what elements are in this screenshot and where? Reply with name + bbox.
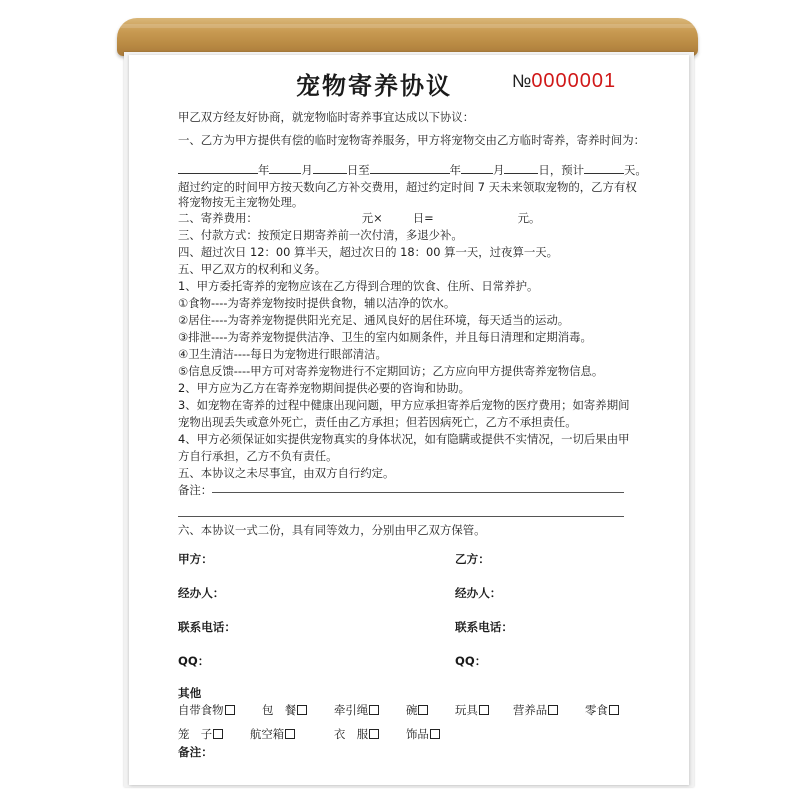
checkbox[interactable]: [213, 729, 223, 739]
checkbox-item[interactable]: 航空箱: [250, 726, 295, 742]
phone-a-label: 联系电话：: [178, 620, 236, 634]
right-4b: 方自行承担，乙方不负有责任。: [178, 449, 338, 463]
overtime-line-1: 超过约定的时间甲方按天数向乙方补交费用，超过约定时间 7 天未来领取宠物的，乙方有权: [178, 180, 637, 194]
checkbox[interactable]: [297, 705, 307, 715]
others-heading: 其他: [178, 686, 202, 700]
party-b-label: 乙方：: [455, 552, 490, 566]
fee-day: 日=: [412, 211, 434, 225]
right-1c: ③排泄----为寄养宠物提供洁净、卫生的室内如厕条件，并且每日清理和定期消毒。: [178, 330, 592, 344]
checkbox-item[interactable]: 营养品: [513, 702, 558, 718]
checkbox-item[interactable]: 牵引绳: [334, 702, 379, 718]
serial-value: 0000001: [531, 70, 617, 92]
checkbox-item[interactable]: 衣 服: [334, 726, 379, 742]
checkbox[interactable]: [430, 729, 440, 739]
serial-prefix: №: [512, 71, 532, 91]
checkbox[interactable]: [479, 705, 489, 715]
fee-unit: 元×: [361, 211, 383, 225]
date-year-2: 年: [449, 163, 462, 177]
party-a-label: 甲方：: [178, 552, 213, 566]
overtime-line-2: 将宠物按无主宠物处理。: [178, 195, 304, 209]
clause-1: 一、乙方为甲方提供有偿的临时宠物寄养服务，甲方将宠物交由乙方临时寄养，寄养时间为：: [178, 133, 646, 147]
clause-3: 三、付款方式：按预定日期寄养前一次付清，多退少补。: [178, 228, 463, 242]
clause-6: 六、本协议一式二份，具有同等效力，分别由甲乙双方保管。: [178, 523, 486, 537]
date-line: [178, 162, 647, 177]
clause-5: 五、甲乙双方的权利和义务。: [178, 262, 327, 276]
remark-underline-1: [212, 492, 624, 493]
checkbox[interactable]: [369, 705, 379, 715]
phone-b-label: 联系电话：: [455, 620, 513, 634]
date-day-est: 日，预计: [538, 163, 584, 177]
checkbox-item[interactable]: 笼 子: [178, 726, 223, 742]
right-1b: ②居住----为寄养宠物提供阳光充足、通风良好的居住环境，每天适当的运动。: [178, 313, 570, 327]
checkbox[interactable]: [225, 705, 235, 715]
intro-text: 甲乙双方经友好协商，就宠物临时寄养事宜达成以下协议：: [178, 110, 475, 124]
agent-b-label: 经办人：: [455, 586, 502, 600]
checkbox-item[interactable]: 玩具: [455, 702, 489, 718]
others-remark-label: 备注：: [178, 745, 213, 759]
document-title: 宠物寄养协议: [296, 71, 452, 100]
checkbox[interactable]: [369, 729, 379, 739]
right-1d: ④卫生清洁----每日为宠物进行眼部清洁。: [178, 347, 387, 361]
checkbox-item[interactable]: 零食: [585, 702, 619, 718]
fee-label: 二、寄养费用：: [178, 211, 258, 225]
fee-total: 元。: [517, 211, 541, 225]
remark-underline-2: [178, 516, 624, 517]
qq-b-label: QQ：: [455, 654, 487, 668]
agent-a-label: 经办人：: [178, 586, 225, 600]
checkbox[interactable]: [285, 729, 295, 739]
checkbox-item[interactable]: 碗: [406, 702, 428, 718]
date-month-2: 月: [493, 163, 505, 177]
checkbox[interactable]: [418, 705, 428, 715]
right-4a: 4、甲方必须保证如实提供宠物真实的身体状况，如有隐瞒或提供不实情况，一切后果由甲: [178, 432, 630, 446]
right-1e: ⑤信息反馈----甲方可对寄养宠物进行不定期回访；乙方应向甲方提供寄养宠物信息。: [178, 364, 604, 378]
right-3b: 宠物出现丢失或意外死亡，责任由乙方承担；但若因病死亡，乙方不承担责任。: [178, 415, 577, 429]
binding-strip: [117, 18, 698, 56]
fee-line: [178, 211, 540, 225]
date-year-1: 年: [258, 163, 270, 177]
date-month-1: 月: [301, 163, 313, 177]
serial-number: [512, 70, 616, 93]
right-1: 1、甲方委托寄养的宠物应该在乙方得到合理的饮食、住所、日常养护。: [178, 279, 539, 293]
date-days: 天。: [624, 163, 647, 177]
clause-4: 四、超过次日 12：00 算半天，超过次日的 18：00 算一天，过夜算一天。: [178, 245, 559, 259]
checkbox-item[interactable]: 包 餐: [262, 702, 307, 718]
clause-5-misc: 五、本协议之未尽事宜，由双方自行约定。: [178, 466, 395, 480]
checkbox-item[interactable]: 饰品: [406, 726, 440, 742]
checkbox[interactable]: [609, 705, 619, 715]
right-3a: 3、如宠物在寄养的过程中健康出现问题，甲方应承担寄养后宠物的医疗费用；如寄养期间: [178, 398, 630, 412]
qq-a-label: QQ：: [178, 654, 210, 668]
checkbox[interactable]: [548, 705, 558, 715]
right-2: 2、甲方应为乙方在寄养宠物期间提供必要的咨询和协助。: [178, 381, 471, 395]
date-day-to: 日至: [346, 163, 370, 177]
remark-label: 备注：: [178, 483, 213, 497]
right-1a: ①食物----为寄养宠物按时提供食物，辅以洁净的饮水。: [178, 296, 456, 310]
checkbox-item[interactable]: 自带食物: [178, 702, 235, 718]
